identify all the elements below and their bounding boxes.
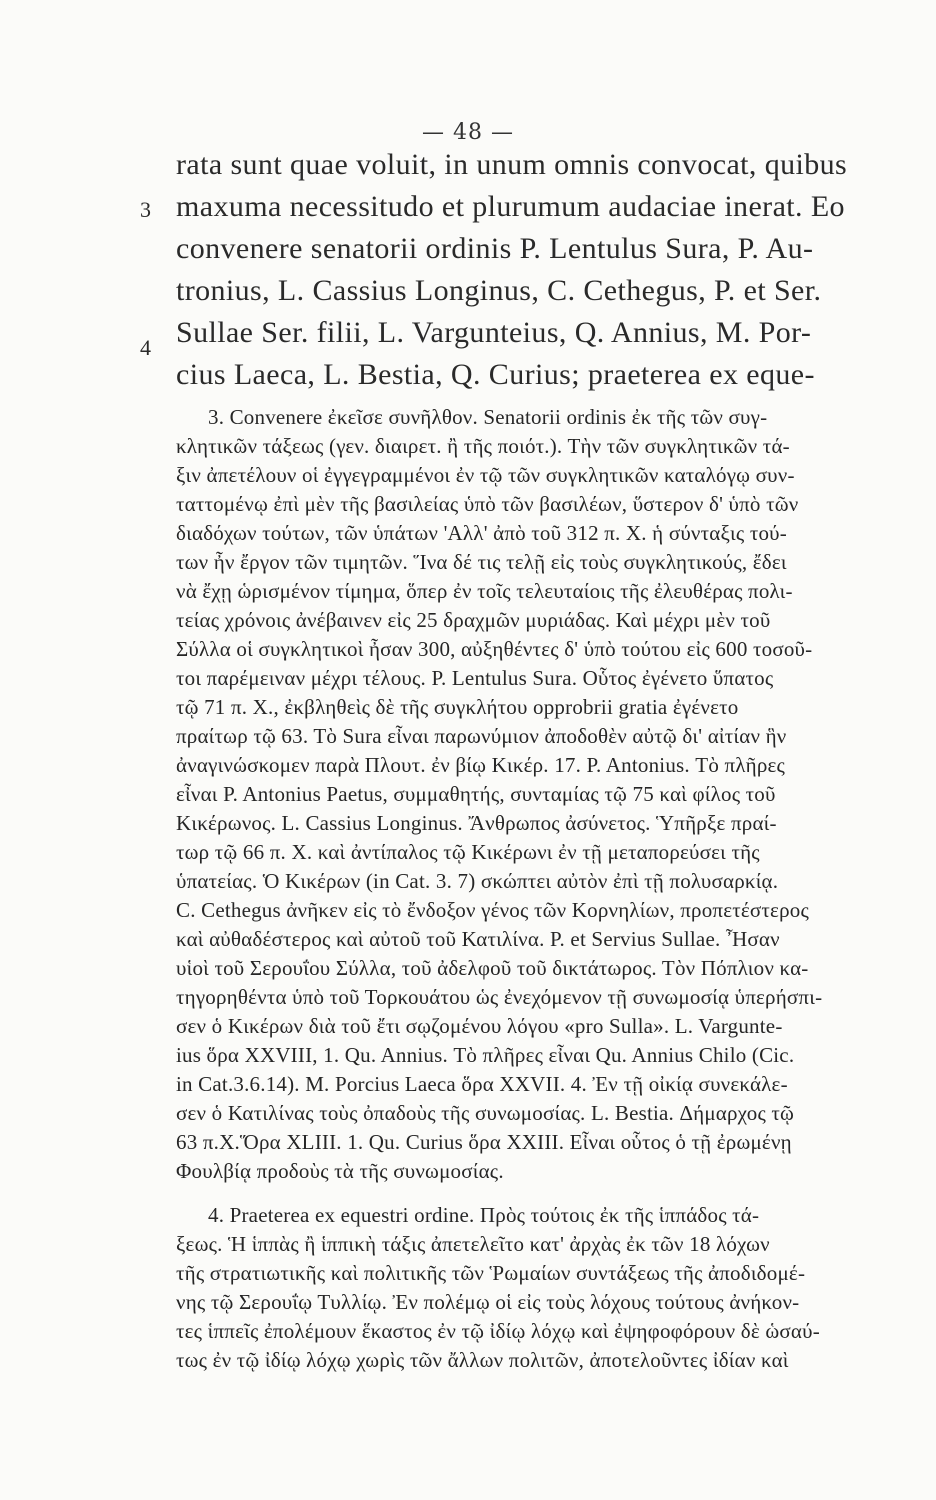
text-line: tronius, L. Cassius Longinus, C. Cethegus, P. et Ser. bbox=[176, 274, 822, 307]
note-line: τως ἐν τῷ ἰδίῳ λόχῳ χωρὶς τῶν ἄλλων πολιτῶν, ἀποτελοῦντες ἰδίαν καὶ bbox=[176, 1348, 789, 1372]
note-line: ἀναγινώσκομεν παρὰ Πλουτ. ἐν βίῳ Κικέρ. 17. P. Antonius. Τὸ πλῆρες bbox=[176, 753, 786, 777]
note-line: Κικέρωνος. L. Cassius Longinus. Ἄνθρωπος ἀσύνετος. Ὑπῆρξε πραί- bbox=[176, 811, 777, 835]
note-line: κλητικῶν τάξεως (γεν. διαιρετ. ἢ τῆς ποιότ.). Τὴν τῶν συγκλητικῶν τά- bbox=[176, 434, 790, 458]
note-line: εἶναι P. Antonius Paetus, συμμαθητής, συνταμίας τῷ 75 καὶ φίλος τοῦ bbox=[176, 782, 776, 806]
note-line: των ἦν ἔργον τῶν τιμητῶν. Ἵνα δέ τις τελῇ εἰς τοὺς συγκλητικούς, ἔδει bbox=[176, 550, 787, 574]
page-number: — 48 — bbox=[422, 120, 514, 145]
note-line: Φουλβίᾳ προδοὺς τὰ τῆς συνωμοσίας. bbox=[176, 1159, 504, 1183]
note-line: τῆς στρατιωτικῆς καὶ πολιτικῆς τῶν Ῥωμαίων συντάξεως τῆς ἀποδιδομέ- bbox=[176, 1261, 806, 1285]
note-line: τωρ τῷ 66 π. Χ. καὶ ἀντίπαλος τῷ Κικέρωνι ἐν τῇ μεταπορεύσει τῆς bbox=[176, 840, 760, 864]
note-line: νης τῷ Σερουΐῳ Τυλλίῳ. Ἐν πολέμῳ οἱ εἰς τοὺς λόχους τούτους ἀνήκον- bbox=[176, 1290, 800, 1314]
margin-line-number-3: 3 bbox=[140, 197, 151, 222]
note-line: διαδόχων τούτων, τῶν ὑπάτων 'Αλλ' ἀπὸ τοῦ 312 π. Χ. ἡ σύνταξις τού- bbox=[176, 521, 787, 545]
note-line: τηγορηθέντα ὑπὸ τοῦ Τορκουάτου ὡς ἐνεχόμενον τῇ συνωμοσίᾳ ὑπερήσπι- bbox=[176, 985, 823, 1009]
note-line: in Cat.3.6.14). M. Porcius Laeca ὅρα XXVII. 4. Ἐν τῇ οἰκίᾳ συνεκάλε- bbox=[176, 1072, 788, 1096]
note-line: 3. Convenere ἐκεῖσε συνῆλθον. Senatorii ordinis ἐκ τῆς τῶν συγ- bbox=[208, 405, 768, 429]
text-line: rata sunt quae voluit, in unum omnis convocat, quibus bbox=[176, 148, 848, 181]
text-line: maxuma necessitudo et plurumum audaciae inerat. Eo bbox=[176, 190, 845, 223]
note-line: C. Cethegus ἀνῆκεν εἰς τὸ ἔνδοξον γένος τῶν Κορνηλίων, προπετέστερος bbox=[176, 898, 809, 922]
margin-line-number-4: 4 bbox=[140, 335, 151, 360]
note-line: τῷ 71 π. Χ., ἐκβληθεὶς δὲ τῆς συγκλήτου opprobrii gratia ἐγένετο bbox=[176, 695, 739, 719]
note-line: 63 π.Χ.Ὅρα XLIII. 1. Qu. Curius ὅρα XXIII. Εἶναι οὗτος ὁ τῇ ἐρωμένῃ bbox=[176, 1130, 792, 1154]
note-line: ταττομένῳ ἐπὶ μὲν τῆς βασιλείας ὑπὸ τῶν βασιλέων, ὕστερον δ' ὑπὸ τῶν bbox=[176, 492, 799, 516]
note-line: τες ἱππεῖς ἐπολέμουν ἕκαστος ἐν τῷ ἰδίῳ λόχῳ καὶ ἐψηφοφόρουν δὲ ὡσαύ- bbox=[176, 1319, 820, 1343]
text-line: cius Laeca, L. Bestia, Q. Curius; praeterea ex eque- bbox=[176, 358, 815, 391]
note-line: 4. Praeterea ex equestri ordine. Πρὸς τούτοις ἐκ τῆς ἱππάδος τά- bbox=[208, 1203, 760, 1227]
note-line: Σύλλα οἱ συγκλητικοὶ ἦσαν 300, αὐξηθέντες δ' ὑπὸ τούτου εἰς 600 τοσοῦ- bbox=[176, 637, 813, 661]
note-line: υἱοὶ τοῦ Σερουΐου Σύλλα, τοῦ ἀδελφοῦ τοῦ δικτάτωρος. Τὸν Πόπλιον κα- bbox=[176, 956, 809, 980]
note-line: καὶ αὐθαδέστερος καὶ αὐτοῦ τοῦ Κατιλίνα. P. et Servius Sullae. Ἦσαν bbox=[176, 927, 780, 951]
note-line: ὑπατείας. Ὁ Κικέρων (in Cat. 3. 7) σκώπτει αὐτὸν ἐπὶ τῇ πολυσαρκίᾳ. bbox=[176, 869, 779, 893]
note-line: σεν ὁ Κατιλίνας τοὺς ὀπαδοὺς τῆς συνωμοσίας. L. Bestia. Δήμαρχος τῷ bbox=[176, 1101, 795, 1125]
note-line: τείας χρόνοις ἀνέβαινεν εἰς 25 δραχμῶν μυριάδας. Καὶ μέχρι μὲν τοῦ bbox=[176, 608, 771, 632]
note-line: ius ὅρα XXVIII, 1. Qu. Annius. Τὸ πλῆρες εἶναι Qu. Annius Chilo (Cic. bbox=[176, 1043, 795, 1067]
note-line: πραίτωρ τῷ 63. Τὸ Sura εἶναι παρωνύμιον ἀποδοθὲν αὐτῷ δι' αἰτίαν ἣν bbox=[176, 724, 787, 748]
note-line: ξιν ἀπετέλουν οἱ ἐγγεγραμμένοι ἐν τῷ τῶν συγκλητικῶν καταλόγῳ συν- bbox=[176, 463, 795, 487]
text-line: Sullae Ser. filii, L. Vargunteius, Q. Annius, M. Por- bbox=[176, 316, 812, 349]
text-line: convenere senatorii ordinis P. Lentulus Sura, P. Au- bbox=[176, 232, 814, 265]
note-line: ξεως. Ἡ ἱππὰς ἢ ἱππικὴ τάξις ἀπετελεῖτο κατ' ἀρχὰς ἐκ τῶν 18 λόχων bbox=[176, 1232, 770, 1256]
note-line: τοι παρέμειναν μέχρι τέλους. P. Lentulus Sura. Οὗτος ἐγένετο ὕπατος bbox=[176, 666, 774, 690]
note-line: νὰ ἔχῃ ὡρισμένον τίμημα, ὅπερ ἐν τοῖς τελευταίοις τῆς ἐλευθέρας πολι- bbox=[176, 579, 793, 603]
note-line: σεν ὁ Κικέρων διὰ τοῦ ἔτι σῳζομένου λόγου «pro Sulla». L. Varguntе- bbox=[176, 1014, 783, 1038]
